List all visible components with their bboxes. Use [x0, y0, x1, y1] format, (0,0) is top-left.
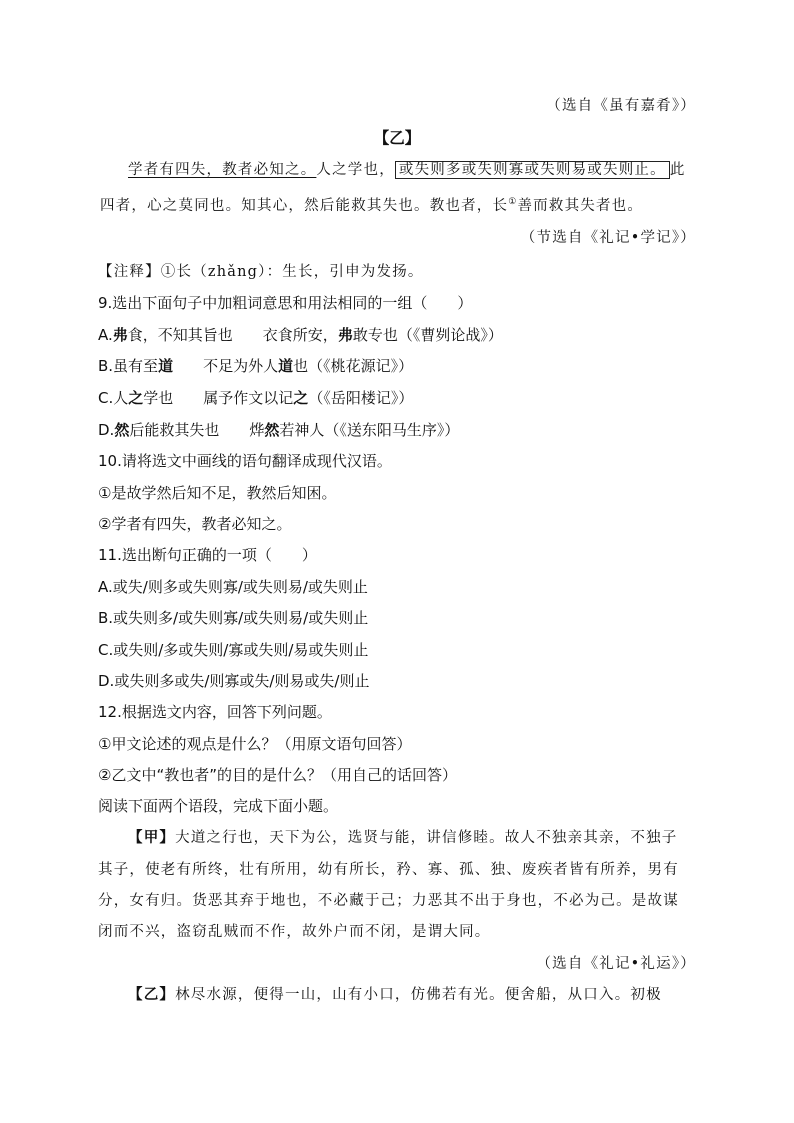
question-12-stem: 12.根据选文内容，回答下列问题。: [98, 703, 332, 721]
passage-jia2-line-1: [128, 828, 678, 848]
text-segment: 若神人（《送东阳马生序》）: [279, 421, 460, 439]
annotation-note: 【注释】①长（zhǎng）：生长，引申为发扬。: [98, 264, 424, 280]
footnote-mark: ①: [508, 197, 518, 207]
question-9-option-d: [98, 420, 459, 440]
underlined-sentence: 学者有四失，教者必知之。: [128, 162, 317, 178]
text-segment: 学也: [143, 389, 174, 407]
bold-word: 道: [278, 357, 294, 375]
option-label: A.: [98, 326, 113, 344]
question-9-option-c: [98, 388, 413, 408]
passage-label: 【甲】: [128, 829, 176, 846]
question-11-option-c: C.或失则/多或失则/寡或失则/易或失则止: [98, 641, 369, 659]
bold-word: 之: [293, 389, 309, 407]
passage-yi-line-1: [128, 160, 686, 180]
option-label: B.虽有至: [98, 357, 159, 375]
passage-yi-source: （节选自《礼记•学记》）: [520, 230, 696, 246]
boxed-sentence: 或失则多或失则寡或失则易或失则止。: [395, 161, 670, 179]
question-11-option-b: B.或失则多/或失则寡/或失则易/或失则止: [98, 609, 369, 627]
text-segment: 大道之行也，天下为公，选贤与能，讲信修睦。故人不独亲其亲，不独子: [175, 830, 678, 846]
bold-word: 然: [114, 421, 130, 439]
passage-jia2-line-4: 闭而不兴，盗窃乱贼而不作，故外户而不闭，是谓大同。: [98, 924, 491, 940]
bold-word: 弗: [112, 326, 128, 344]
source-citation-top: （选自《虽有嘉肴》）: [546, 98, 696, 114]
question-11-option-a: A.或失/则多或失则寡/或失则易/或失则止: [98, 578, 368, 596]
text-segment: 烨: [249, 421, 265, 439]
reading-instruction: 阅读下面两个语段，完成下面小题。: [98, 797, 339, 815]
passage-yi-line-2: [100, 192, 643, 216]
question-12-sub-2: ②乙文中“教也者”的目的是什么？（用自己的话回答）: [98, 766, 457, 784]
question-12-sub-1: ①甲文论述的观点是什么？（用原文语句回答）: [98, 735, 412, 753]
passage-jia2-source: （选自《礼记•礼运》）: [536, 956, 696, 972]
question-9-option-a: [98, 325, 503, 345]
passage-label: 【乙】: [128, 986, 176, 1003]
text-segment: 也（《桃花源记》）: [293, 357, 414, 375]
bold-word: 弗: [337, 326, 353, 344]
text-segment: 敢专也（《曹刿论战》）: [352, 326, 503, 344]
text-segment: 此: [669, 162, 686, 178]
question-11-stem: 11.选出断句正确的一项（ ）: [98, 546, 317, 564]
passage-yi-title: 【乙】: [373, 128, 421, 147]
option-label: D.: [98, 421, 115, 439]
question-11-option-d: D.或失则多或失/则寡或失/则易或失/则止: [98, 672, 370, 690]
text-segment: 林尽水源，便得一山，山有小口，仿佛若有光。便舍船，从口入。初极: [175, 987, 662, 1003]
passage-jia2-line-2: 其子，使老有所终，壮有所用，幼有所长，矜、寡、孤、独、废疾者皆有所养，男有: [98, 862, 679, 878]
text-segment: 人之学也，: [316, 162, 395, 178]
bold-word: 道: [158, 357, 174, 375]
question-10-sentence-1: ①是故学然后知不足，教然后知困。: [98, 484, 337, 502]
question-9-option-b: [98, 356, 413, 376]
passage-jia2-line-3: 分，女有归。货恶其弃于地也，不必藏于己；力恶其不出于身也，不必为己。是故谋: [98, 893, 679, 909]
bold-word: 之: [128, 389, 144, 407]
bold-word: 然: [264, 421, 280, 439]
text-segment: 不足为外人: [203, 357, 279, 375]
text-segment: 善而救其失者也。: [517, 197, 644, 214]
option-label: C.人: [98, 389, 129, 407]
passage-yi2-line-1: [128, 985, 662, 1005]
question-10-stem: 10.请将选文中画线的语句翻译成现代汉语。: [98, 452, 392, 470]
text-segment: 属予作文以记: [203, 389, 294, 407]
question-10-sentence-2: ②学者有四失，教者必知之。: [98, 515, 292, 533]
text-segment: 衣食所安，: [262, 326, 338, 344]
question-9-stem: 9.选出下面句子中加粗词意思和用法相同的一组（ ）: [98, 294, 473, 312]
text-segment: （《岳阳楼记》）: [308, 389, 414, 407]
text-segment: 食，不知其旨也: [127, 326, 233, 344]
text-segment: 后能救其失也: [129, 421, 220, 439]
text-segment: 四者，心之莫同也。知其心，然后能救其失也。教也者，长: [100, 197, 509, 214]
